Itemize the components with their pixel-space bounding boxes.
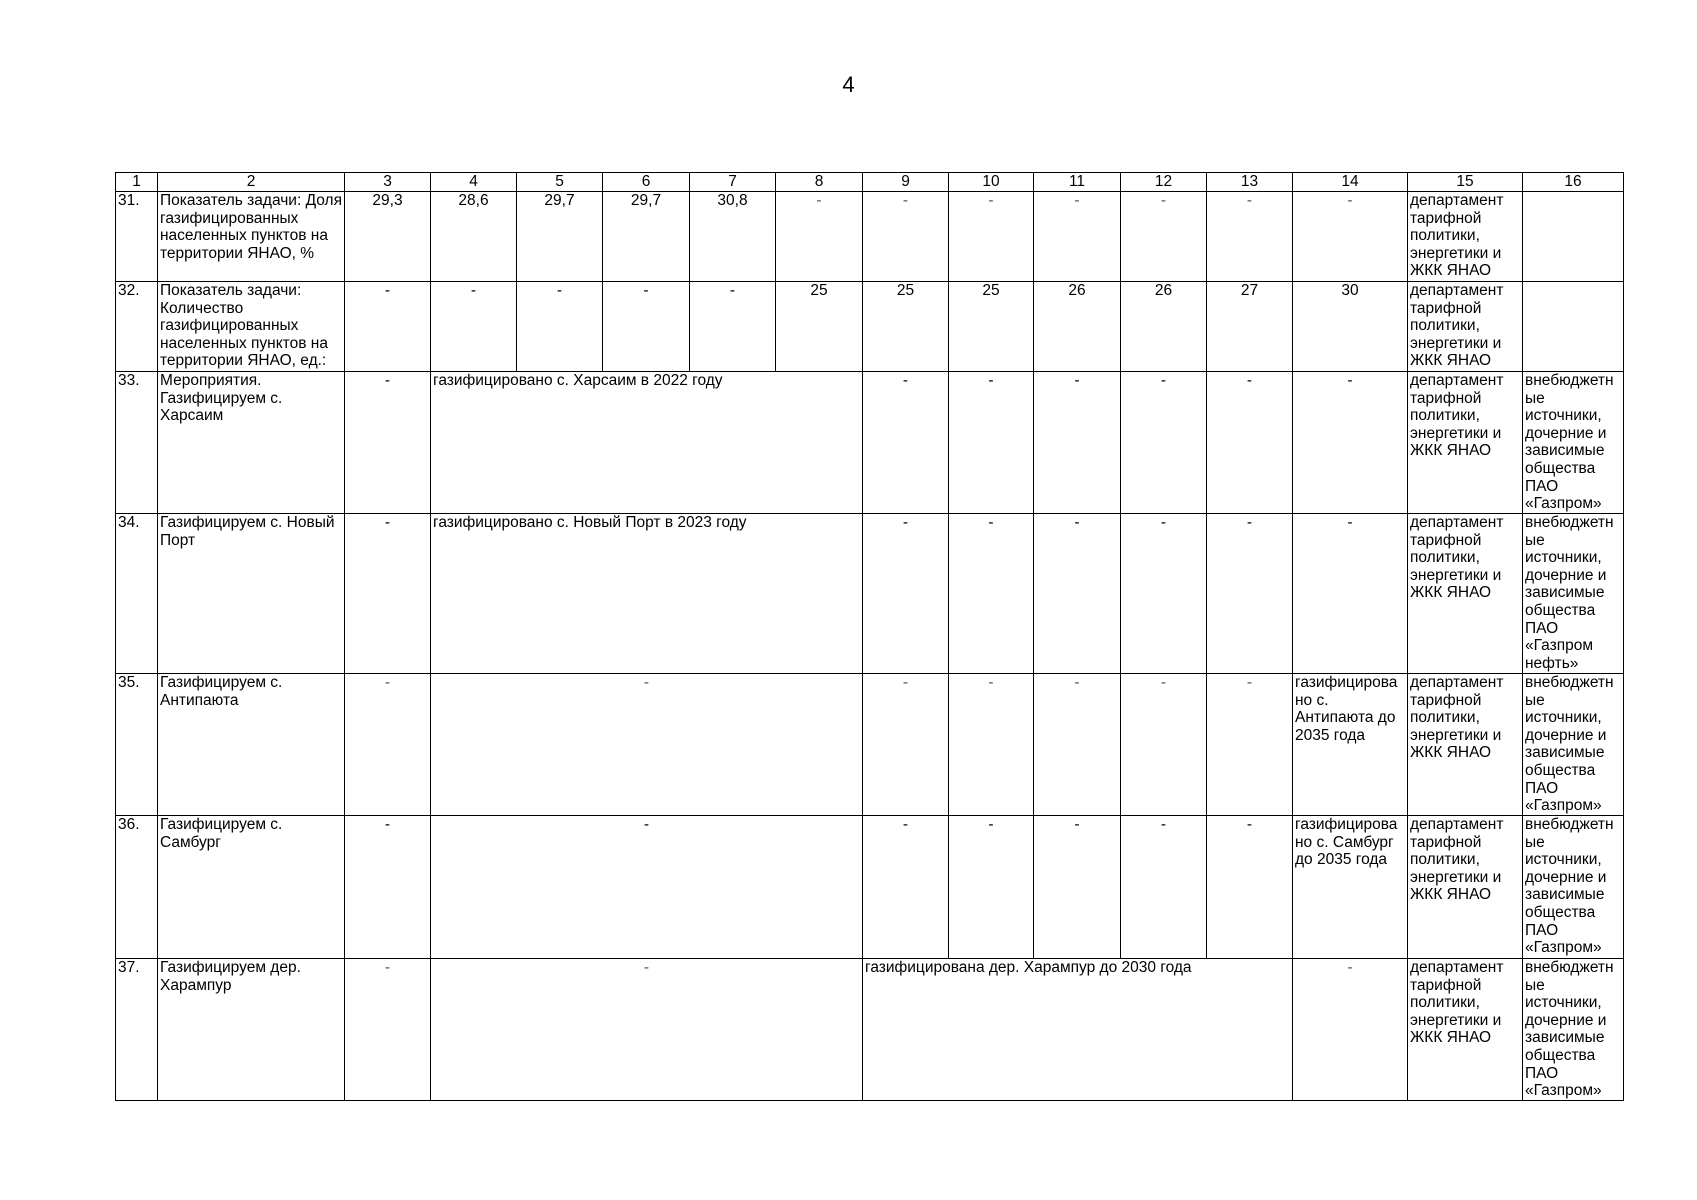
cell-value: - — [1207, 674, 1293, 816]
responsible-cell: департамент тарифной политики, энергетики и ЖКК ЯНАО — [1408, 282, 1523, 372]
row-name: Газифицируем с. Новый Порт — [158, 514, 345, 674]
column-header: 13 — [1207, 173, 1293, 192]
funding-cell: внебюджетные источники, дочерние и зависимые общества ПАО «Газпром» — [1523, 674, 1624, 816]
funding-cell: внебюджетные источники, дочерние и зависимые общества ПАО «Газпром нефть» — [1523, 514, 1624, 674]
cell-value: - — [949, 514, 1034, 674]
row-name: Газифицируем с. Антипаюта — [158, 674, 345, 816]
row-name: Газифицируем дер. Харампур — [158, 959, 345, 1101]
cell-value: - — [949, 816, 1034, 959]
cell-value: - — [345, 372, 431, 514]
status-cell: газифицировано с. Антипаюта до 2035 года — [1293, 674, 1408, 816]
table-row — [116, 816, 1624, 959]
page-number: 4 — [842, 72, 855, 97]
cell-value: - — [1293, 959, 1408, 1101]
row-name: Газифицируем с. Самбург — [158, 816, 345, 959]
cell-value: - — [949, 674, 1034, 816]
responsible-cell: департамент тарифной политики, энергетики и ЖКК ЯНАО — [1408, 816, 1523, 959]
cell-value: - — [1121, 816, 1207, 959]
cell-value: 26 — [1121, 282, 1207, 372]
cell-value: - — [603, 282, 690, 372]
column-header: 12 — [1121, 173, 1207, 192]
cell-value: 25 — [949, 282, 1034, 372]
cell-value: - — [1121, 192, 1207, 282]
responsible-cell: департамент тарифной политики, энергетики и ЖКК ЯНАО — [1408, 372, 1523, 514]
merged-status-cell: - — [431, 674, 863, 816]
cell-value: - — [345, 816, 431, 959]
cell-value: 29,7 — [517, 192, 603, 282]
table-row — [116, 192, 1624, 282]
column-header: 6 — [603, 173, 690, 192]
responsible-cell: департамент тарифной политики, энергетики и ЖКК ЯНАО — [1408, 959, 1523, 1101]
cell-value: 30 — [1293, 282, 1408, 372]
table-row — [116, 959, 1624, 1101]
cell-value: - — [863, 816, 949, 959]
row-number: 31. — [116, 192, 158, 282]
funding-cell — [1523, 192, 1624, 282]
cell-value: 25 — [776, 282, 863, 372]
responsible-cell: департамент тарифной политики, энергетики и ЖКК ЯНАО — [1408, 192, 1523, 282]
row-number: 33. — [116, 372, 158, 514]
cell-value: - — [431, 282, 517, 372]
merged-status-cell: газифицировано с. Новый Порт в 2023 году — [431, 514, 863, 674]
merged-status-cell: - — [431, 816, 863, 959]
funding-cell: внебюджетные источники, дочерние и зависимые общества ПАО «Газпром» — [1523, 959, 1624, 1101]
cell-value: 28,6 — [431, 192, 517, 282]
cell-value: - — [1034, 816, 1121, 959]
column-header: 7 — [690, 173, 776, 192]
funding-cell: внебюджетные источники, дочерние и зависимые общества ПАО «Газпром» — [1523, 816, 1624, 959]
responsible-cell: департамент тарифной политики, энергетики и ЖКК ЯНАО — [1408, 674, 1523, 816]
cell-value: - — [345, 282, 431, 372]
funding-cell — [1523, 282, 1624, 372]
cell-value: - — [1207, 816, 1293, 959]
cell-value: - — [1207, 372, 1293, 514]
cell-value: - — [1121, 372, 1207, 514]
column-header: 9 — [863, 173, 949, 192]
cell-value: - — [345, 674, 431, 816]
column-header: 15 — [1408, 173, 1523, 192]
merged-status-cell: газифицировано с. Харсаим в 2022 году — [431, 372, 863, 514]
cell-value: - — [690, 282, 776, 372]
cell-value: - — [345, 514, 431, 674]
cell-value: - — [1121, 674, 1207, 816]
row-name: Показатель задачи: Количество газифицированных населенных пунктов на территории ЯНАО, ед.: — [158, 282, 345, 372]
cell-value: - — [345, 959, 431, 1101]
cell-value: - — [949, 192, 1034, 282]
cell-value: - — [1207, 192, 1293, 282]
column-header: 1 — [116, 173, 158, 192]
cell-value: - — [1293, 514, 1408, 674]
column-header: 4 — [431, 173, 517, 192]
cell-value: 30,8 — [690, 192, 776, 282]
cell-value: - — [517, 282, 603, 372]
funding-cell: внебюджетные источники, дочерние и зависимые общества ПАО «Газпром» — [1523, 372, 1624, 514]
indicators-table — [115, 172, 1624, 1101]
row-number: 34. — [116, 514, 158, 674]
column-header: 3 — [345, 173, 431, 192]
table-row — [116, 372, 1624, 514]
cell-value: 29,7 — [603, 192, 690, 282]
cell-value: - — [1034, 372, 1121, 514]
merged-status-cell: газифицирована дер. Харампур до 2030 года — [863, 959, 1293, 1101]
cell-value: - — [863, 514, 949, 674]
column-number-row — [116, 173, 1624, 192]
cell-value: - — [863, 372, 949, 514]
row-name: Показатель задачи: Доля газифицированных населенных пунктов на территории ЯНАО, % — [158, 192, 345, 282]
row-number: 32. — [116, 282, 158, 372]
table-row — [116, 674, 1624, 816]
cell-value: - — [863, 674, 949, 816]
cell-value: 29,3 — [345, 192, 431, 282]
row-number: 37. — [116, 959, 158, 1101]
cell-value: - — [1293, 192, 1408, 282]
column-header: 11 — [1034, 173, 1121, 192]
column-header: 8 — [776, 173, 863, 192]
cell-value: 27 — [1207, 282, 1293, 372]
table-row — [116, 514, 1624, 674]
merged-status-cell: - — [431, 959, 863, 1101]
cell-value: - — [1121, 514, 1207, 674]
column-header: 5 — [517, 173, 603, 192]
cell-value: 25 — [863, 282, 949, 372]
row-number: 35. — [116, 674, 158, 816]
column-header: 10 — [949, 173, 1034, 192]
row-number: 36. — [116, 816, 158, 959]
cell-value: 26 — [1034, 282, 1121, 372]
cell-value: - — [1034, 674, 1121, 816]
cell-value: - — [1034, 192, 1121, 282]
column-header: 16 — [1523, 173, 1624, 192]
column-header: 2 — [158, 173, 345, 192]
responsible-cell: департамент тарифной политики, энергетики и ЖКК ЯНАО — [1408, 514, 1523, 674]
table-row — [116, 282, 1624, 372]
cell-value: - — [949, 372, 1034, 514]
column-header: 14 — [1293, 173, 1408, 192]
cell-value: - — [863, 192, 949, 282]
row-name: Мероприятия. Газифицируем с. Харсаим — [158, 372, 345, 514]
cell-value: - — [1293, 372, 1408, 514]
status-cell: газифицировано с. Самбург до 2035 года — [1293, 816, 1408, 959]
cell-value: - — [776, 192, 863, 282]
cell-value: - — [1034, 514, 1121, 674]
cell-value: - — [1207, 514, 1293, 674]
